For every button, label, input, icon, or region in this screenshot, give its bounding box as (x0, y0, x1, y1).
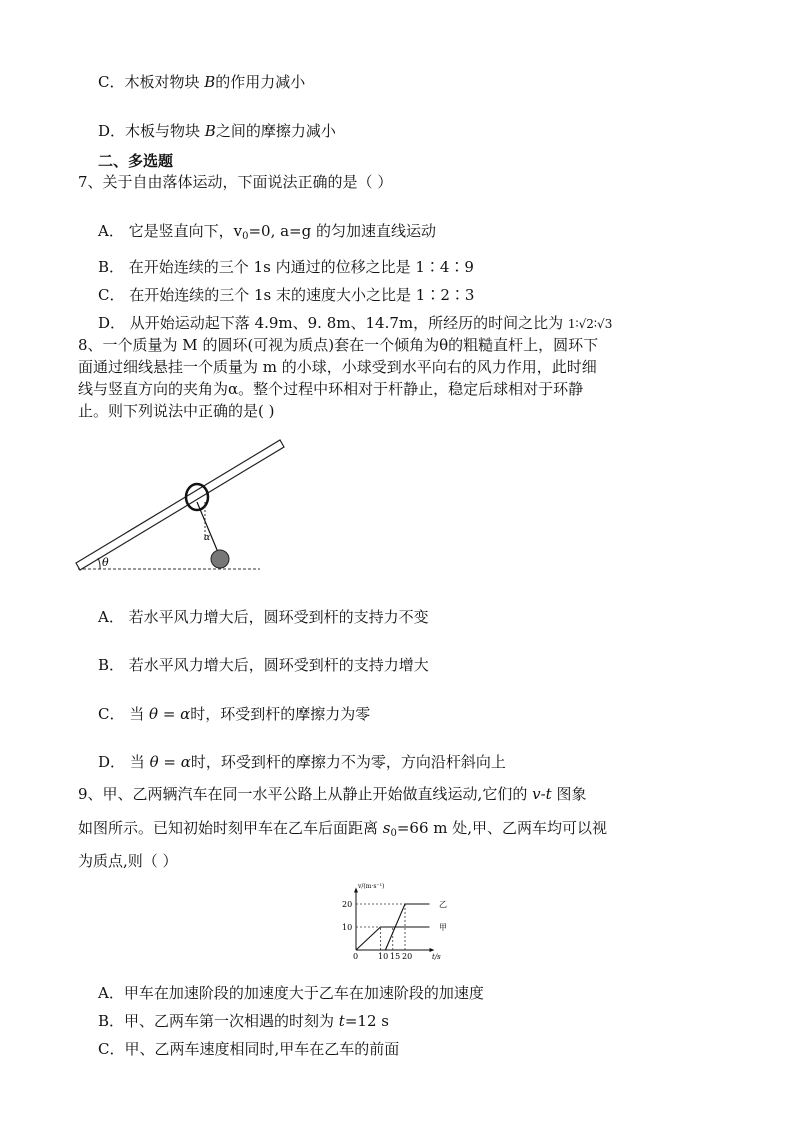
legend-yi: 乙 (439, 900, 447, 909)
q6-option-c: C．木板对物块 B的作用力减小 (98, 73, 306, 91)
q7-option-c: C． 在开始连续的三个 1s 末的速度大小之比是 1∶2∶3 (98, 286, 475, 304)
q9-stem-line1: 9、甲、乙两辆汽车在同一水平公路上从静止开始做直线运动,它们的 v-t 图象 (78, 785, 587, 803)
string (197, 502, 220, 557)
q7-option-b: B． 在开始连续的三个 1s 内通过的位移之比是 1∶4∶9 (98, 258, 474, 276)
alpha-label: α (204, 533, 211, 543)
q9-stem-line2: 如图所示。已知初始时刻甲车在乙车后面距离 $s_0=66$ m 处,甲、乙两车均可以视 (78, 819, 608, 839)
x-axis-label: t/s (432, 953, 441, 961)
theta-arc (98, 558, 100, 569)
q7-option-d: D． 从开始运动起下落 4.9m、9. 8m、14.7m，所经历的时间之比为 1∶√2∶√3 (98, 314, 613, 332)
q8-option-d: D． 当 θ = α时，环受到杆的摩擦力不为零，方向沿杆斜向上 (98, 753, 506, 771)
q8-stem-line3: 线与竖直方向的夹角为α。整个过程中环相对于杆静止，稳定后球相对于环静 (78, 380, 584, 398)
q7-stem: 7、关于自由落体运动，下面说法正确的是（ ） (78, 173, 393, 191)
series-line-jia (356, 927, 430, 950)
ball (211, 550, 229, 568)
tick-label-y20: 20 (342, 900, 353, 909)
tick-label-x20: 20 (402, 952, 413, 961)
q9-option-b: B．甲、乙两车第一次相遇的时刻为 t=12 s (98, 1012, 389, 1030)
vt-chart (330, 880, 460, 965)
theta-label: θ (102, 556, 109, 569)
y-axis-label: v/(m·s⁻¹) (358, 883, 385, 890)
tick-label-y10: 10 (342, 923, 353, 932)
tick-label-x15: 15 (390, 952, 401, 961)
incline-ring-figure (70, 430, 290, 580)
legend-jia: 甲 (439, 923, 447, 932)
q8-stem-line1: 8、一个质量为 M 的圆环(可视为质点)套在一个倾角为θ的粗糙直杆上，圆环下 (78, 336, 599, 354)
q8-option-c: C． 当 θ = α时，环受到杆的摩擦力为零 (98, 705, 371, 723)
q8-stem-line4: 止。则下列说法中正确的是( ) (78, 402, 275, 420)
x-axis-arrow (430, 948, 435, 952)
q8-stem-line2: 面通过细线悬挂一个质量为 m 的小球，小球受到水平向右的风力作用，此时细 (78, 358, 597, 376)
q9-option-c: C．甲、乙两车速度相同时,甲车在乙车的前面 (98, 1040, 400, 1058)
inclined-rod (76, 440, 284, 570)
q6-option-d: D．木板与物块 B之间的摩擦力减小 (98, 122, 336, 140)
tick-label-origin: 0 (353, 952, 359, 961)
q8-option-b: B． 若水平风力增大后，圆环受到杆的支持力增大 (98, 656, 429, 674)
q9-option-a: A．甲车在加速阶段的加速度大于乙车在加速阶段的加速度 (98, 984, 484, 1002)
tick-label-x10: 10 (378, 952, 389, 961)
q9-stem-line3: 为质点,则（ ） (78, 852, 178, 870)
section-heading: 二、多选题 (98, 152, 174, 170)
q8-option-a: A． 若水平风力增大后，圆环受到杆的支持力不变 (98, 608, 429, 626)
q7-option-a: A． 它是竖直向下，$v_0=0$, a=g 的匀加速直线运动 (98, 222, 436, 242)
